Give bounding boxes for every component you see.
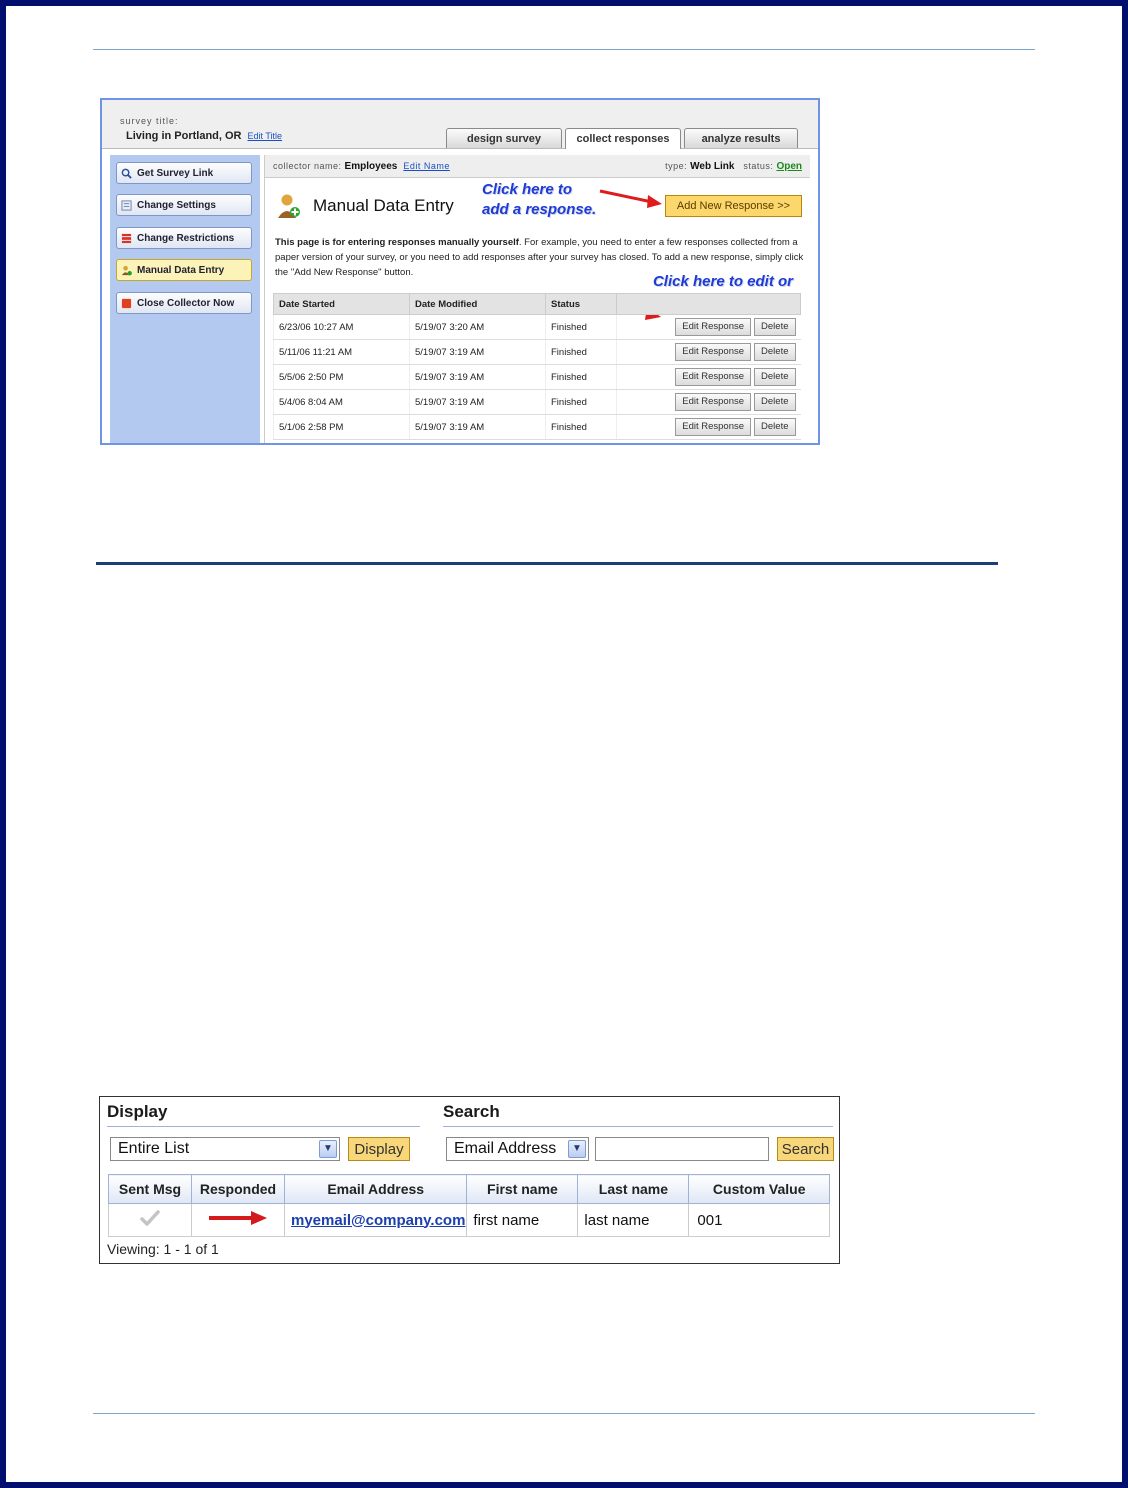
person-add-icon bbox=[121, 265, 132, 276]
search-button[interactable]: Search bbox=[777, 1137, 834, 1161]
change-restrictions-button[interactable] bbox=[116, 227, 252, 249]
settings-icon bbox=[121, 200, 132, 211]
table-row: 6/23/06 10:27 AM 5/19/07 3:20 AM Finished Edit Response Delete bbox=[274, 315, 801, 340]
table-row: 5/1/06 2:58 PM 5/19/07 3:19 AM Finished Edit Response Delete bbox=[274, 415, 801, 440]
manual-data-entry-button[interactable] bbox=[116, 259, 252, 281]
sidebar-item-label: Manual Data Entry bbox=[137, 264, 225, 276]
collector-status[interactable]: Open bbox=[776, 161, 802, 172]
survey-title-text: Living in Portland, OR bbox=[126, 130, 242, 142]
stop-icon bbox=[121, 298, 132, 309]
edit-response-button[interactable]: Edit Response bbox=[675, 318, 751, 336]
sidebar-item-label: Change Settings bbox=[137, 199, 216, 211]
checkmark-icon bbox=[139, 1209, 161, 1227]
edit-title-link[interactable]: Edit Title bbox=[247, 131, 283, 141]
edit-response-button[interactable]: Edit Response bbox=[675, 418, 751, 436]
display-select[interactable]: Entire List ▼ bbox=[110, 1137, 340, 1161]
sidebar-item-label: Get Survey Link bbox=[137, 167, 214, 179]
manual-data-entry-screenshot bbox=[100, 98, 820, 445]
collector-type-label: type: bbox=[665, 161, 688, 171]
table-row: 5/4/06 8:04 AM 5/19/07 3:19 AM Finished Edit Response Delete bbox=[274, 390, 801, 415]
column-header: Responded bbox=[192, 1175, 285, 1204]
contact-list-screenshot bbox=[99, 1096, 840, 1264]
delete-button[interactable]: Delete bbox=[754, 418, 795, 436]
survey-header bbox=[102, 100, 818, 149]
collector-name-label: collector name: bbox=[273, 161, 342, 171]
survey-title bbox=[126, 130, 282, 142]
collector-type: Web Link bbox=[690, 161, 735, 172]
change-settings-button[interactable] bbox=[116, 194, 252, 216]
sidebar-item-label: Close Collector Now bbox=[137, 297, 235, 309]
search-heading: Search bbox=[443, 1102, 500, 1121]
column-header: Sent Msg bbox=[109, 1175, 192, 1204]
email-link[interactable]: myemail@company.com bbox=[291, 1211, 466, 1229]
chevron-down-icon: ▼ bbox=[319, 1140, 337, 1158]
search-input[interactable] bbox=[595, 1137, 769, 1161]
edit-name-link[interactable]: Edit Name bbox=[403, 161, 450, 171]
manual-entry-person-icon bbox=[277, 193, 301, 219]
add-new-response-button[interactable]: Add New Response >> bbox=[665, 195, 802, 217]
column-header: Date Modified bbox=[410, 294, 546, 315]
edit-response-button[interactable]: Edit Response bbox=[675, 343, 751, 361]
manual-entry-panel bbox=[264, 155, 810, 443]
collector-sidebar bbox=[110, 155, 260, 445]
edit-response-button[interactable]: Edit Response bbox=[675, 393, 751, 411]
responses-table bbox=[273, 293, 801, 440]
chevron-down-icon: ▼ bbox=[568, 1140, 586, 1158]
close-collector-button[interactable] bbox=[116, 292, 252, 314]
section-divider bbox=[96, 562, 998, 565]
delete-button[interactable]: Delete bbox=[754, 393, 795, 411]
restrictions-icon bbox=[121, 233, 132, 244]
column-header: Last name bbox=[578, 1175, 689, 1204]
column-header: Date Started bbox=[274, 294, 410, 315]
delete-button[interactable]: Delete bbox=[754, 368, 795, 386]
tab-analyze-results[interactable]: analyze results bbox=[684, 128, 798, 148]
collector-status-label: status: bbox=[743, 161, 774, 171]
display-button[interactable]: Display bbox=[348, 1137, 410, 1161]
collector-name: Employees bbox=[344, 161, 398, 172]
get-survey-link-button[interactable] bbox=[116, 162, 252, 184]
search-icon bbox=[121, 168, 132, 179]
bottom-rule bbox=[93, 1413, 1035, 1414]
table-row: 5/11/06 11:21 AM 5/19/07 3:19 AM Finished Edit Response Delete bbox=[274, 340, 801, 365]
delete-button[interactable]: Delete bbox=[754, 343, 795, 361]
delete-button[interactable]: Delete bbox=[754, 318, 795, 336]
tab-design-survey[interactable]: design survey bbox=[446, 128, 562, 148]
search-field-select[interactable]: Email Address ▼ bbox=[446, 1137, 589, 1161]
display-heading: Display bbox=[107, 1102, 168, 1121]
tab-collect-responses[interactable]: collect responses bbox=[565, 128, 681, 149]
column-header: First name bbox=[467, 1175, 578, 1204]
table-row: myemail@company.com first name last name 001 bbox=[109, 1204, 830, 1237]
viewing-count: Viewing: 1 - 1 of 1 bbox=[107, 1241, 219, 1257]
survey-title-label: survey title: bbox=[120, 116, 179, 126]
arrow-right-icon bbox=[205, 1209, 271, 1227]
table-row: 5/5/06 2:50 PM 5/19/07 3:19 AM Finished Edit Response Delete bbox=[274, 365, 801, 390]
annotation-edit-response: Click here to edit or bbox=[652, 273, 793, 290]
annotation-arrow-icon bbox=[598, 187, 664, 209]
annotation-add-response: Click here to add a response. bbox=[482, 181, 597, 218]
sidebar-item-label: Change Restrictions bbox=[137, 232, 235, 244]
column-header-actions bbox=[617, 294, 801, 315]
contacts-table bbox=[108, 1174, 830, 1237]
column-header: Email Address bbox=[285, 1175, 467, 1204]
page-description: This page is for entering responses manually yourself. For example, you need to enter a few responses collected from a paper version of your survey, or you need to add responses after your survey has closed. To add a new response, simply click the "Add New Response" button. bbox=[275, 237, 804, 278]
page-title: Manual Data Entry bbox=[313, 196, 454, 215]
edit-response-button[interactable]: Edit Response bbox=[675, 368, 751, 386]
column-header: Status bbox=[546, 294, 617, 315]
top-rule bbox=[93, 49, 1035, 50]
collector-bar bbox=[265, 155, 810, 178]
column-header: Custom Value bbox=[689, 1175, 830, 1204]
